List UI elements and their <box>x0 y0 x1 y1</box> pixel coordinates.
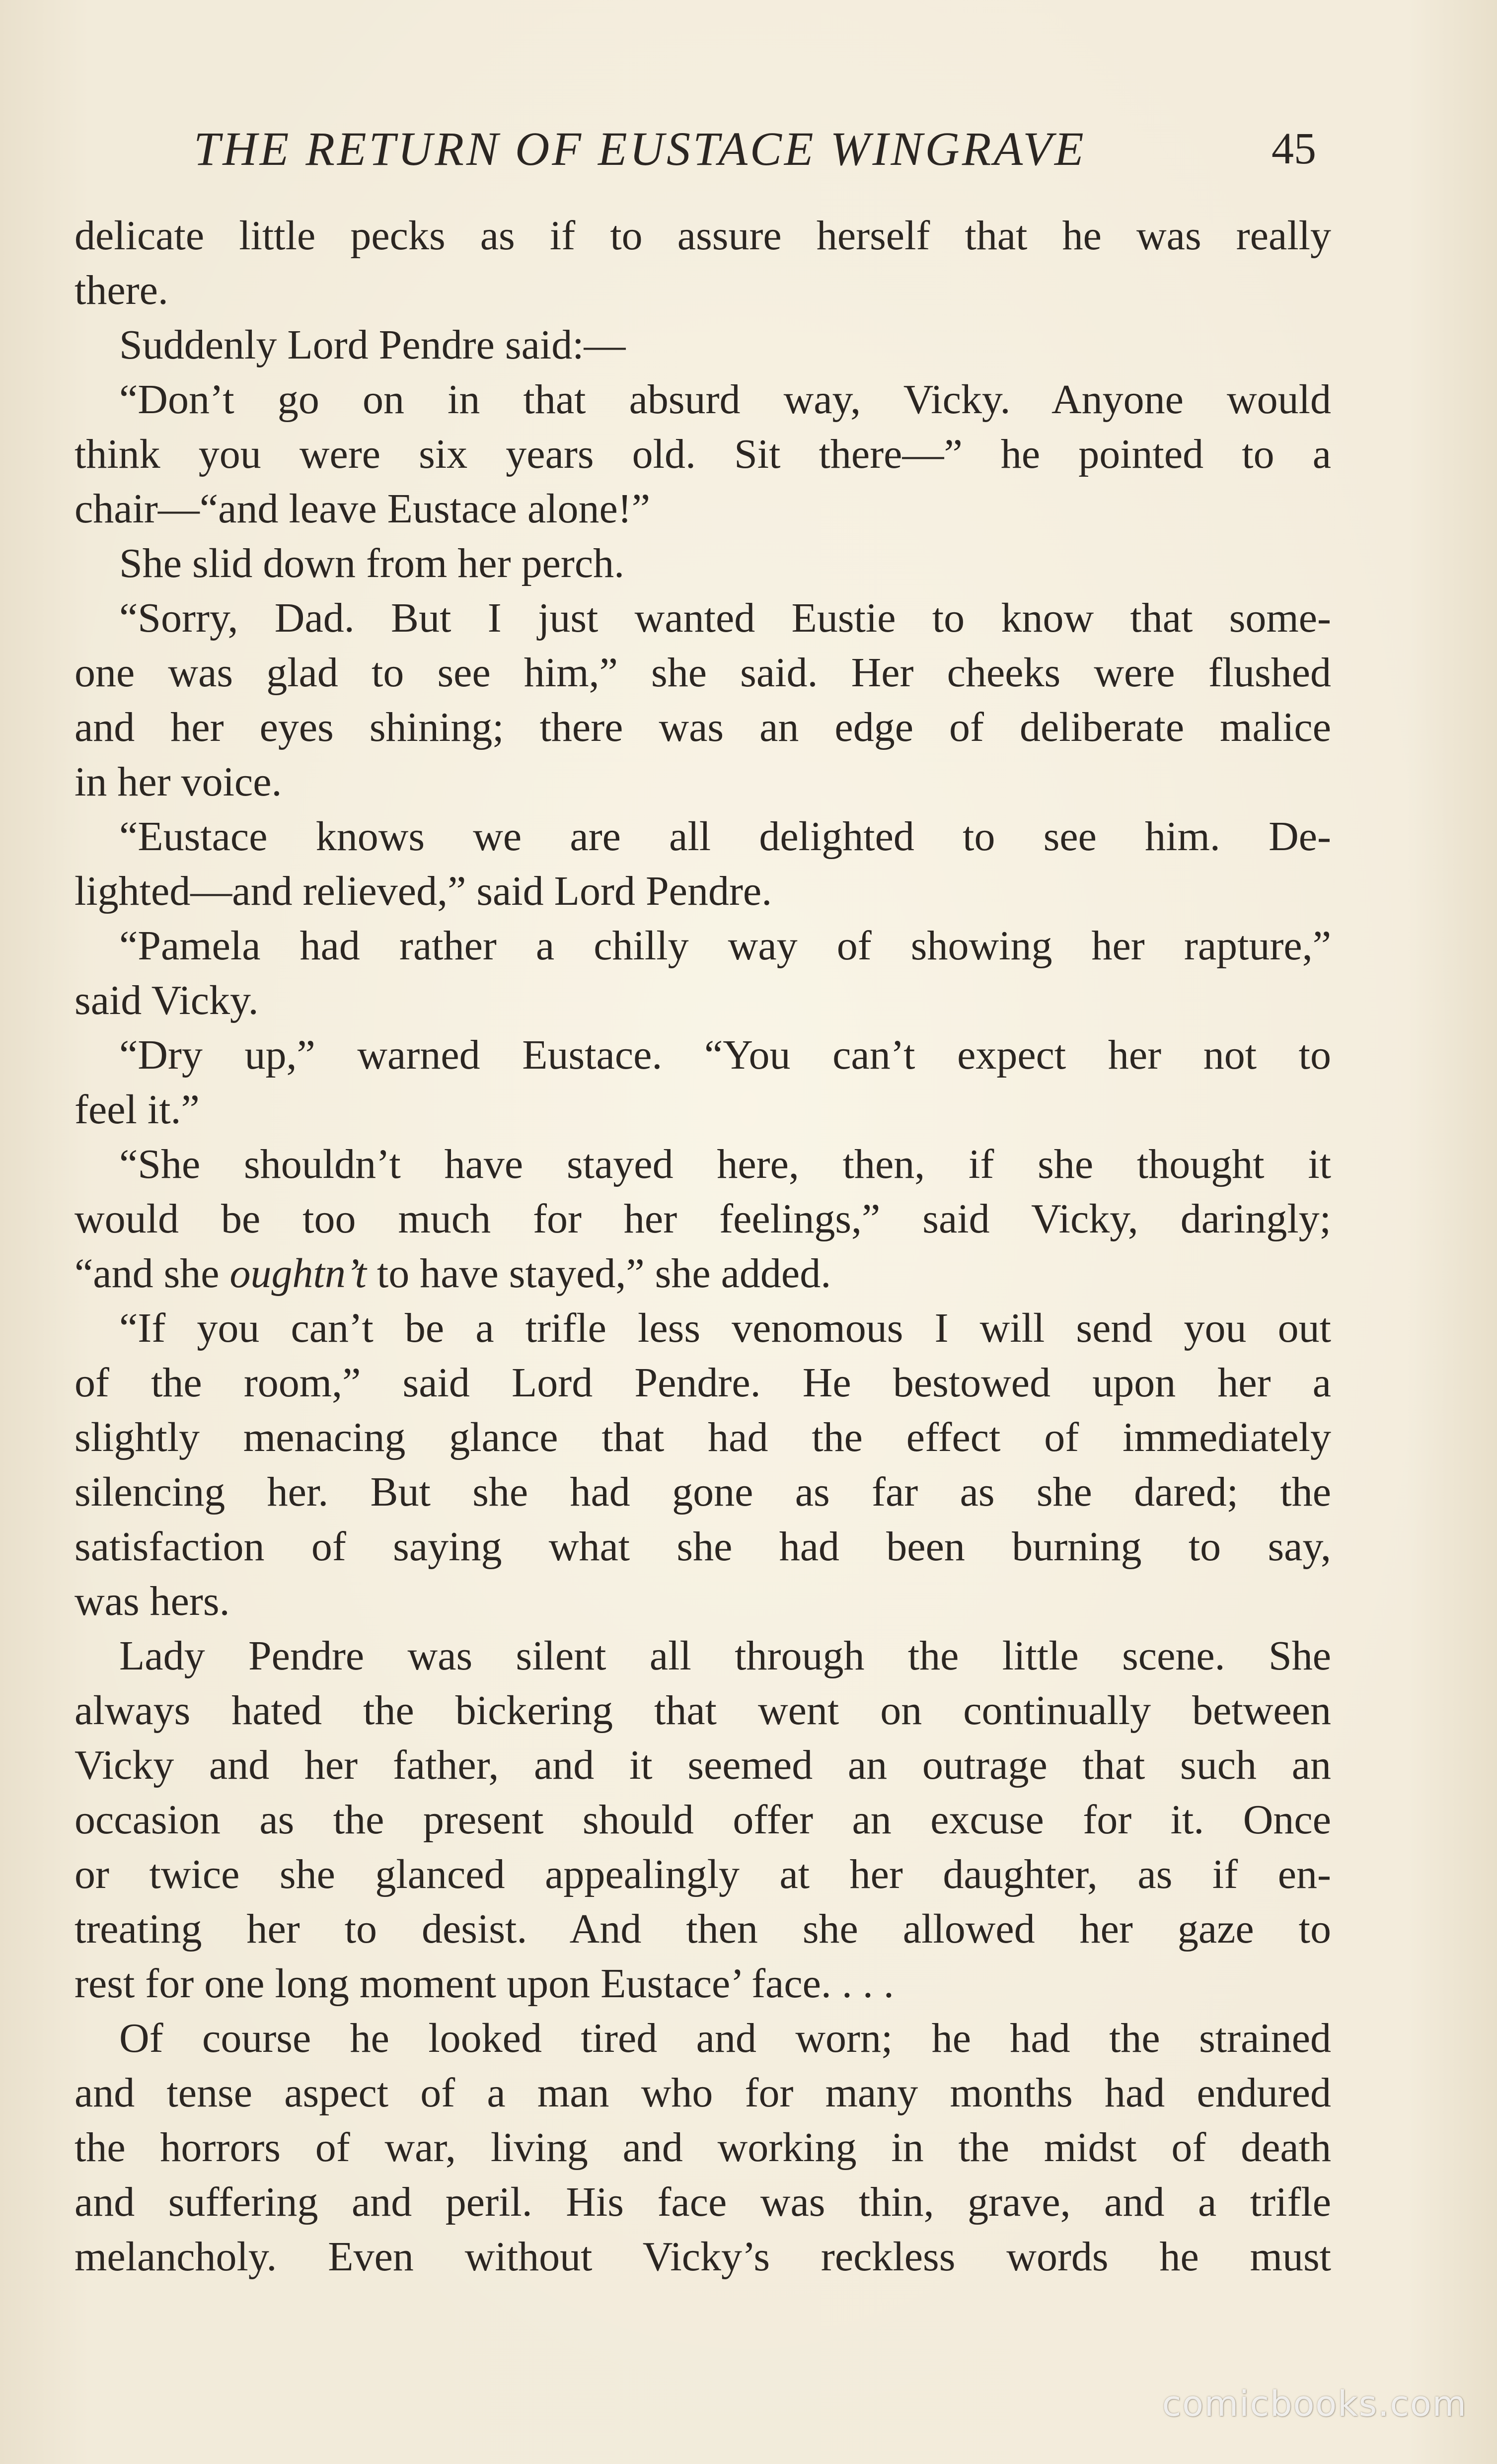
page-number: 45 <box>1272 124 1316 173</box>
text-line-content: “She shouldn’t have stayed here, then, if she thought it <box>119 1141 1331 1187</box>
text-line-content: “Sorry, Dad. But I just wanted Eustie to know that some- <box>119 595 1331 641</box>
text-line <box>75 1793 1331 1847</box>
text-line-content: or twice she glanced appealingly at her daughter, as if en- <box>75 1851 1331 1897</box>
text-line <box>75 1301 1331 1356</box>
text-line-content: Suddenly Lord Pendre said:— <box>119 322 626 368</box>
text-line <box>75 2066 1331 2120</box>
text-line-content: one was glad to see him,” she said. Her cheeks were flushed <box>75 650 1331 696</box>
text-line <box>75 973 1331 1028</box>
text-line-content: Lady Pendre was silent all through the little scene. She <box>119 1633 1331 1679</box>
text-line-content: “Don’t go on in that absurd way, Vicky. Anyone would <box>119 376 1331 423</box>
watermark: comicbooks.com <box>1162 2384 1467 2424</box>
text-line-content: think you were six years old. Sit there—” he pointed to a <box>75 431 1331 477</box>
text-line <box>75 1137 1331 1192</box>
body-text <box>75 209 1331 2284</box>
text-line <box>75 1028 1331 1083</box>
text-line-content: “Pamela had rather a chilly way of showing her rapture,” <box>119 923 1331 969</box>
text-line-content: Of course he looked tired and worn; he had the strained <box>119 2015 1331 2061</box>
text-line <box>75 1356 1331 1410</box>
text-line <box>75 700 1331 755</box>
text-line <box>75 1847 1331 1902</box>
text-line <box>75 318 1331 372</box>
text-line-content: lighted—and relieved,” said Lord Pendre. <box>75 868 772 914</box>
text-line-content: chair—“and leave Eustace alone!” <box>75 486 650 532</box>
text-line <box>75 1902 1331 1957</box>
text-line <box>75 809 1331 864</box>
text-line-content: said Vicky. <box>75 977 259 1023</box>
text-line-content: and tense aspect of a man who for many months had endured <box>75 2070 1331 2116</box>
text-line <box>75 1683 1331 1738</box>
text-line-content: “and she <box>75 1250 230 1297</box>
text-line <box>75 1629 1331 1683</box>
text-line <box>75 1192 1331 1246</box>
text-line <box>75 864 1331 919</box>
text-line <box>75 2175 1331 2230</box>
text-line-content: in her voice. <box>75 759 282 805</box>
text-line-content: silencing her. But she had gone as far as she dared; the <box>75 1469 1331 1515</box>
text-line-content: melancholy. Even without Vicky’s reckless words he must <box>75 2234 1331 2280</box>
text-line-content: of the room,” said Lord Pendre. He bestowed upon her a <box>75 1360 1331 1406</box>
text-line-content: was hers. <box>75 1578 230 1624</box>
text-line <box>75 755 1331 809</box>
text-line <box>75 372 1331 427</box>
text-line-content: rest for one long moment upon Eustace’ face. . . . <box>75 1960 894 2007</box>
text-line-content: “If you can’t be a trifle less venomous I will send you out <box>119 1305 1331 1351</box>
text-line <box>75 2120 1331 2175</box>
text-line <box>75 1083 1331 1137</box>
text-line <box>75 919 1331 973</box>
text-line-content: treating her to desist. And then she allowed her gaze to <box>75 1906 1331 1952</box>
text-line-content: Vicky and her father, and it seemed an outrage that such an <box>75 1742 1331 1788</box>
text-line-content: and suffering and peril. His face was thin, grave, and a trifle <box>75 2179 1331 2225</box>
text-line <box>75 427 1331 482</box>
text-line <box>75 209 1331 263</box>
text-line-content: satisfaction of saying what she had been burning to say, <box>75 1523 1331 1570</box>
text-line <box>75 2011 1331 2066</box>
text-line-content: would be too much for her feelings,” said Vicky, daringly; <box>75 1196 1331 1242</box>
text-line <box>75 2230 1331 2284</box>
text-line <box>75 1410 1331 1465</box>
text-line-continuation: to have stayed,” she added. <box>366 1250 831 1297</box>
text-line-content: delicate little pecks as if to assure herself that he was really <box>75 213 1331 259</box>
text-line-content: “Eustace knows we are all delighted to see him. De- <box>119 813 1331 860</box>
text-line <box>75 263 1331 318</box>
text-line-content: there. <box>75 267 168 313</box>
italic-word: oughtn’t <box>229 1250 367 1297</box>
page-header <box>194 117 1316 181</box>
text-line <box>75 1574 1331 1629</box>
text-line-content: She slid down from her perch. <box>119 540 625 586</box>
text-line <box>75 591 1331 646</box>
text-line <box>75 482 1331 536</box>
text-line <box>75 1520 1331 1574</box>
text-line-content: slightly menacing glance that had the effect of immediately <box>75 1414 1331 1460</box>
text-line <box>75 1957 1331 2011</box>
running-head: THE RETURN OF EUSTACE WINGRAVE <box>194 122 1086 175</box>
text-line-content: and her eyes shining; there was an edge of deliberate malice <box>75 704 1331 750</box>
text-line <box>75 646 1331 700</box>
text-line-content: “Dry up,” warned Eustace. “You can’t expect her not to <box>119 1032 1331 1078</box>
text-line <box>75 1738 1331 1793</box>
text-line-content: feel it.” <box>75 1087 200 1133</box>
text-line <box>75 1246 1331 1301</box>
text-line <box>75 536 1331 591</box>
text-line-content: occasion as the present should offer an excuse for it. Once <box>75 1797 1331 1843</box>
text-line-content: the horrors of war, living and working in the midst of death <box>75 2124 1331 2171</box>
text-line <box>75 1465 1331 1520</box>
text-line-content: always hated the bickering that went on continually between <box>75 1687 1331 1734</box>
